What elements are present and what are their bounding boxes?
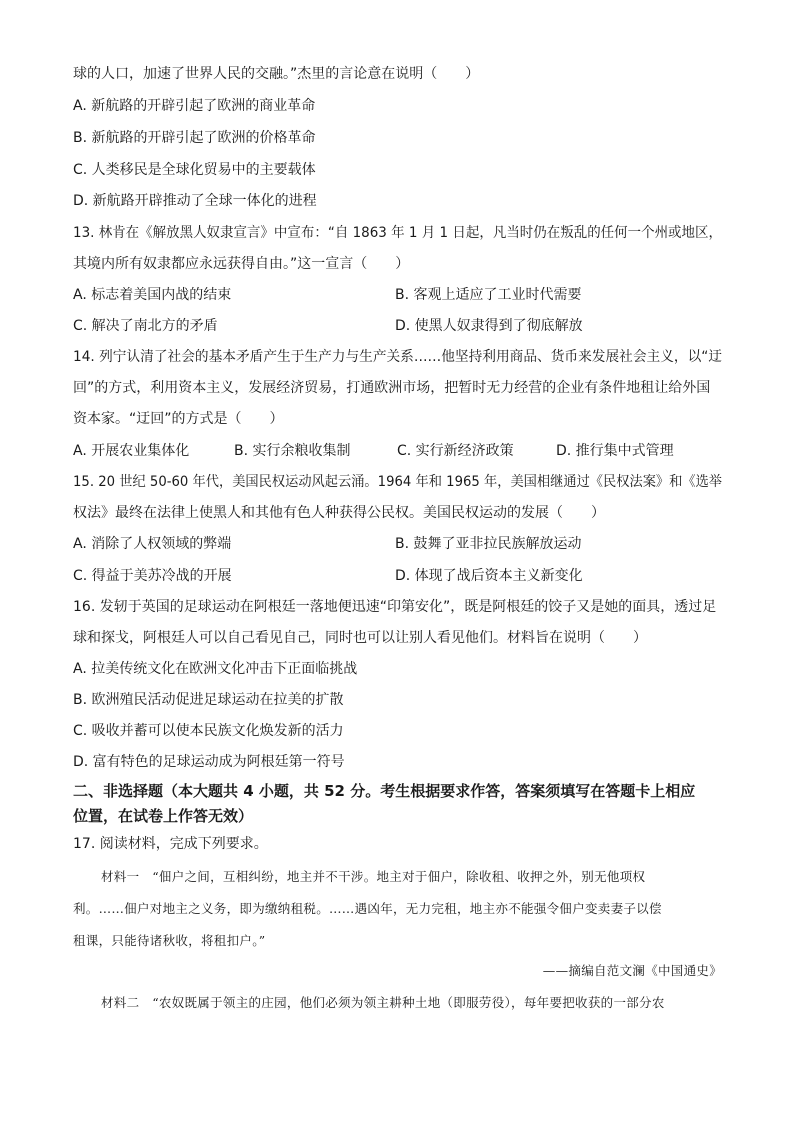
q15-stem-line1: 15. 20 世纪 50-60 年代，美国民权运动风起云涌。1964 年和 1965 年，美国相继通过《民权法案》和《选举 xyxy=(73,474,723,490)
q16-option-b: B. 欧洲殖民活动促进足球运动在拉美的扩散 xyxy=(73,692,344,708)
q16-option-d: D. 富有特色的足球运动成为阿根廷第一符号 xyxy=(73,754,345,770)
q14-stem-line3: 资本家。“迂回”的方式是（ ） xyxy=(73,411,284,427)
q13-option-c: C. 解决了南北方的矛盾 xyxy=(73,318,218,334)
q14-stem-line1: 14. 列宁认清了社会的基本矛盾产生于生产力与生产关系……他坚持利用商品、货币来发展社会主义，以“迂 xyxy=(73,349,723,365)
q15-option-b: B. 鼓舞了亚非拉民族解放运动 xyxy=(395,536,582,552)
q13-option-a: A. 标志着美国内战的结束 xyxy=(73,287,232,303)
q17-material2-line1: 材料二 “农奴既属于领主的庄园，他们必须为领主耕种土地（即服劳役），每年要把收获的一部分农 xyxy=(101,995,665,1010)
q12-option-d: D. 新航路开辟推动了全球一体化的进程 xyxy=(73,193,317,209)
q13-option-b: B. 客观上适应了工业时代需要 xyxy=(395,287,582,303)
q17-material1-line2: 利。……佃户对地主之义务，即为缴纳租税。……遇凶年，无力完租，地主亦不能强令佃户变卖妻子以偿 xyxy=(73,901,662,916)
q17-material1-line1: 材料一 “佃户之间，互相纠纷，地主并不干涉。地主对于佃户，除收租、收押之外，别无他项权 xyxy=(101,869,646,884)
q15-stem-line2: 权法》最终在法律上使黑人和其他有色人种获得公民权。美国民权运动的发展（ ） xyxy=(73,505,605,521)
q14-option-d: D. 推行集中式管理 xyxy=(556,443,674,459)
q12-option-b: B. 新航路的开辟引起了欧洲的价格革命 xyxy=(73,130,316,146)
section-heading-line2: 位置，在试卷上作答无效） xyxy=(73,807,254,825)
q15-option-c: C. 得益于美苏冷战的开展 xyxy=(73,568,232,584)
q14-stem-line2: 回”的方式，利用资本主义，发展经济贸易，打通欧洲市场，把暂时无力经营的企业有条件地租让给外国 xyxy=(73,380,711,396)
q14-option-a: A. 开展农业集体化 xyxy=(73,443,190,459)
q14-option-c: C. 实行新经济政策 xyxy=(397,443,514,459)
q13-stem-line1: 13. 林肯在《解放黑人奴隶宣言》中宣布：“自 1863 年 1 月 1 日起，凡当时仍在叛乱的任何一个州或地区， xyxy=(73,225,722,241)
q13-stem-line2: 其境内所有奴隶都应永远获得自由。”这一宣言（ ） xyxy=(73,256,410,272)
q17-stem: 17. 阅读材料，完成下列要求。 xyxy=(73,836,268,852)
q16-option-a: A. 拉美传统文化在欧洲文化冲击下正面临挑战 xyxy=(73,661,358,677)
q12-stem-tail: 球的人口，加速了世界人民的交融。”杰里的言论意在说明（ ） xyxy=(73,66,480,82)
q12-option-c: C. 人类移民是全球化贸易中的主要载体 xyxy=(73,162,316,178)
q14-option-b: B. 实行余粮收集制 xyxy=(234,443,351,459)
q15-option-a: A. 消除了人权领域的弊端 xyxy=(73,536,232,552)
q16-stem-line2: 球和探戈，阿根廷人可以自己看见自己，同时也可以让别人看见他们。材料旨在说明（ ） xyxy=(73,630,647,646)
q16-stem-line1: 16. 发轫于英国的足球运动在阿根廷一落地便迅速“印第安化”，既是阿根廷的饺子又是她的面具，透过足 xyxy=(73,599,717,615)
q15-option-d: D. 体现了战后资本主义新变化 xyxy=(395,568,583,584)
q17-material1-line3: 租课，只能待诸秋收，将租扣户。” xyxy=(73,933,266,948)
section-heading-line1: 二、非选择题（本大题共 4 小题，共 52 分。考生根据要求作答，答案须填写在答题卡上相应 xyxy=(73,782,696,800)
q13-option-d: D. 使黑人奴隶得到了彻底解放 xyxy=(395,318,583,334)
q16-option-c: C. 吸收并蓄可以使本民族文化焕发新的活力 xyxy=(73,723,344,739)
q12-option-a: A. 新航路的开辟引起了欧洲的商业革命 xyxy=(73,98,316,114)
q17-material1-source: ——摘编自范文澜《中国通史》 xyxy=(542,963,722,978)
